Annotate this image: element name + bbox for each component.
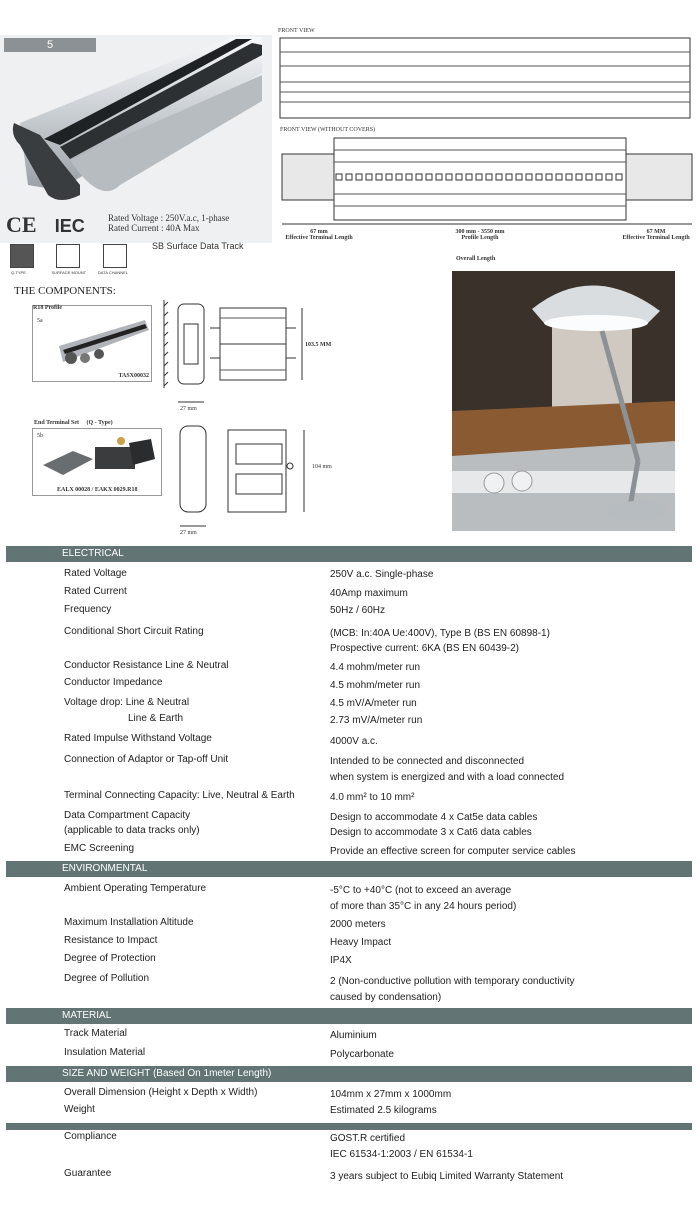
component-5b-box — [32, 428, 162, 496]
spec-value: 104mm x 27mm x 1000mm — [330, 1089, 452, 1100]
spec-label: Frequency — [64, 604, 112, 615]
end-terminal-illustration — [33, 429, 161, 485]
component-5a-width: 27 mm — [180, 406, 197, 412]
rated-voltage: Rated Voltage : 250V.a.c, 1-phase — [108, 213, 230, 223]
component-5b-name: End Terminal Set — [34, 420, 80, 426]
end-terminal-drawing — [176, 420, 312, 532]
profile-drawing — [162, 298, 312, 408]
spec-label: Resistance to Impact — [64, 935, 158, 946]
spec-value: 4.0 mm² to 10 mm² — [330, 792, 415, 803]
spec-value: IP4X — [330, 955, 352, 966]
spec-value: 3 years subject to Eubiq Limited Warranty Statement — [330, 1171, 564, 1182]
spec-value: 250V a.c. Single-phase — [330, 569, 434, 580]
spec-value: of more than 35°C in any 24 hours period) — [330, 901, 517, 912]
section-header-material — [6, 1008, 692, 1024]
lamp-photo — [452, 271, 675, 531]
spec-label: Line & Earth — [128, 713, 184, 724]
front-view-drawing — [278, 36, 694, 122]
dim-mid — [440, 229, 520, 241]
product-number-badge: 5 — [4, 38, 96, 52]
section-header-environmental — [6, 861, 692, 877]
component-5b-num: 5b — [37, 433, 43, 439]
icon-label: Q-TYPE — [11, 270, 26, 275]
rated-info — [108, 213, 229, 233]
spec-value: Provide an effective screen for computer service cables — [330, 846, 576, 857]
spec-value: 4.4 mohm/meter run — [330, 662, 421, 673]
dim-right-value: 67 MM — [646, 229, 666, 235]
spec-value: caused by condensation) — [330, 992, 442, 1003]
spec-value: when system is energized and with a load connected — [330, 772, 565, 783]
front-view-nc-drawing — [278, 136, 696, 228]
spec-label: Rated Voltage — [64, 568, 127, 579]
component-5b-type: (Q - Type) — [86, 420, 113, 426]
spec-label: Guarantee — [64, 1168, 112, 1179]
dim-right-label: Effective Terminal Length — [622, 235, 690, 241]
spec-value: 4.5 mohm/meter run — [330, 680, 421, 691]
spec-label: Overall Dimension (Height x Depth x Width) — [64, 1087, 258, 1098]
dim-mid-value: 300 mm - 3550 mm — [455, 229, 505, 235]
spec-label: EMC Screening — [64, 843, 135, 854]
spec-label: Conditional Short Circuit Rating — [64, 626, 204, 637]
spec-value: Prospective current: 6KA (BS EN 60439-2) — [330, 643, 519, 654]
icon-label: SURFACE MOUNT — [51, 270, 87, 275]
overall-length: Overall Length — [456, 256, 496, 262]
spec-value: -5°C to +40°C (not to exceed an average — [330, 885, 512, 896]
product-title: SB Surface Data Track — [152, 241, 244, 251]
component-5a-code: TASX00032 — [118, 373, 149, 379]
spec-label: Data Compartment Capacity — [64, 810, 191, 821]
icon-label: DATA CHANNEL — [97, 270, 128, 275]
section-divider — [6, 1123, 692, 1130]
component-5a-num: 5a — [37, 318, 43, 324]
spec-label: Degree of Protection — [64, 953, 156, 964]
spec-value: Intended to be connected and disconnected — [330, 756, 525, 767]
section-title: ENVIRONMENTAL — [62, 863, 148, 874]
component-5b-title — [34, 420, 113, 426]
spec-label: Terminal Connecting Capacity: Live, Neutral & Earth — [64, 790, 295, 801]
profile-illustration — [33, 314, 151, 374]
section-title: ELECTRICAL — [62, 548, 124, 559]
dim-right — [616, 229, 696, 241]
spec-label: Compliance — [64, 1131, 117, 1142]
plug-icon — [10, 244, 34, 275]
spec-label: Connection of Adaptor or Tap-off Unit — [64, 754, 229, 765]
spec-value: 2000 meters — [330, 919, 386, 930]
spec-label: Maximum Installation Altitude — [64, 917, 194, 928]
lamp-scene — [452, 271, 675, 531]
component-5a-title: R18 Profile — [33, 305, 63, 311]
component-5b-code: EALX 00028 / EAKX 0029.R18 — [57, 487, 138, 493]
spec-value: Design to accommodate 3 x Cat6 data cables — [330, 827, 532, 838]
spec-label: Degree of Pollution — [64, 973, 150, 984]
spec-label: Track Material — [64, 1028, 127, 1039]
ce-mark: CE — [6, 212, 37, 237]
iec-mark: IEC — [54, 216, 85, 236]
spec-value: GOST.R certified — [330, 1133, 406, 1144]
component-5b-width: 27 mm — [180, 530, 197, 536]
component-5a-dim: 103.5 MM — [305, 342, 332, 348]
spec-value: 40Amp maximum — [330, 588, 408, 599]
spec-value: Estimated 2.5 kilograms — [330, 1105, 437, 1116]
spec-label: Voltage drop: Line & Neutral — [64, 697, 190, 708]
spec-value: 4000V a.c. — [330, 736, 378, 747]
components-title: THE COMPONENTS: — [14, 285, 116, 297]
spec-value: IEC 61534-1:2003 / EN 61534-1 — [330, 1149, 473, 1160]
spec-label: Conductor Impedance — [64, 677, 163, 688]
spec-label: (applicable to data tracks only) — [64, 825, 200, 836]
spec-value: Heavy Impact — [330, 937, 392, 948]
feature-icons — [10, 244, 145, 275]
surface-mount-icon — [51, 244, 87, 275]
cert-marks — [6, 212, 85, 238]
spec-value: Aluminium — [330, 1030, 377, 1041]
dim-left — [282, 229, 356, 241]
section-header-electrical — [6, 546, 692, 562]
section-header-size — [6, 1066, 692, 1082]
spec-label: Insulation Material — [64, 1047, 146, 1058]
spec-label: Weight — [64, 1104, 95, 1115]
component-5a-box — [32, 305, 152, 382]
front-view-label: FRONT VIEW — [278, 28, 315, 34]
spec-value: 2 (Non-conductive pollution with temporary conductivity — [330, 976, 575, 987]
spec-label: Rated Current — [64, 586, 127, 597]
front-view-nc-label: FRONT VIEW (WITHOUT COVERS) — [280, 127, 376, 133]
section-title: MATERIAL — [62, 1010, 112, 1021]
dim-mid-label: Profile Length — [461, 235, 499, 241]
spec-value: 4.5 mV/A/meter run — [330, 698, 417, 709]
spec-value: 50Hz / 60Hz — [330, 605, 386, 616]
dim-left-label: Effective Terminal Length — [285, 235, 353, 241]
data-channel-icon — [97, 244, 128, 275]
component-5b-dim: 104 mm — [312, 464, 332, 470]
spec-label: Rated Impulse Withstand Voltage — [64, 733, 212, 744]
spec-value: Design to accommodate 4 x Cat5e data cables — [330, 812, 538, 823]
spec-value: (MCB: In:40A Ue:400V), Type B (BS EN 60898-1) — [330, 628, 550, 639]
section-title: SIZE AND WEIGHT (Based On 1meter Length) — [62, 1068, 272, 1079]
rated-current: Rated Current : 40A Max — [108, 223, 200, 233]
spec-value: 2.73 mV/A/meter run — [330, 715, 423, 726]
spec-value: Polycarbonate — [330, 1049, 394, 1060]
spec-label: Ambient Operating Temperature — [64, 883, 207, 894]
spec-label: Conductor Resistance Line & Neutral — [64, 660, 229, 671]
dim-left-value: 67 mm — [310, 229, 328, 235]
